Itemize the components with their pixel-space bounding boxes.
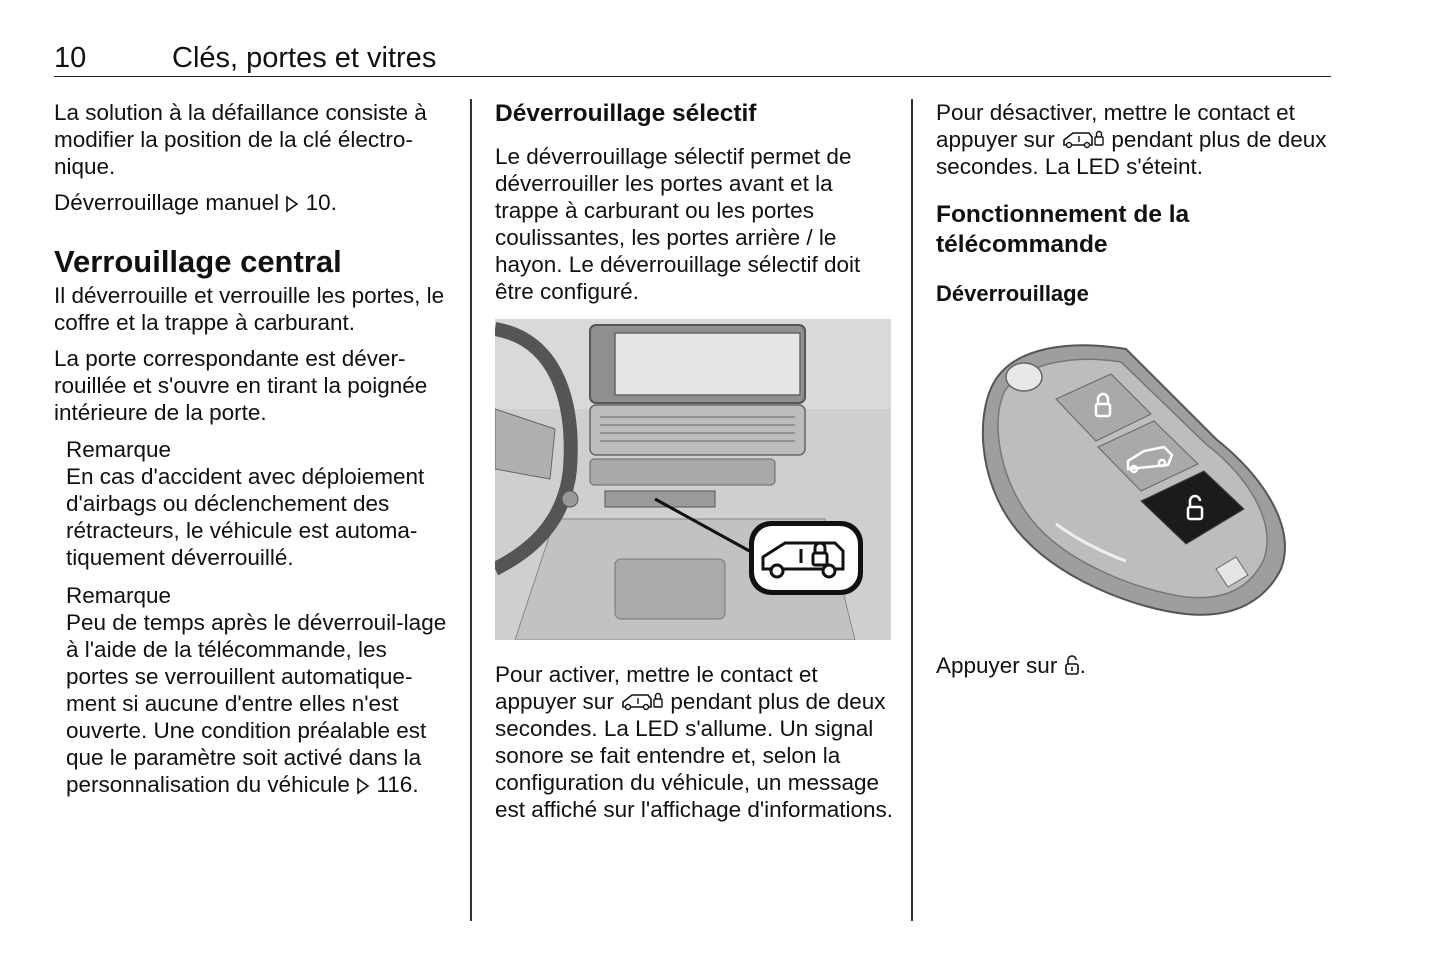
section-heading: Verrouillage central	[54, 244, 342, 279]
note-label: Remarque	[66, 583, 172, 608]
paragraph: La solution à la défaillance consiste à modifier la position de la clé électro-nique.	[54, 100, 427, 179]
column-divider	[470, 99, 472, 921]
paragraph: Le déverrouillage sélectif permet de déverrouiller les portes avant et la trappe à carburant ou les portes coulissantes, les portes arrière / le hayon. Le déverrouillage sélectif doit être configuré.	[495, 144, 861, 304]
page-ref-arrow-icon	[285, 195, 299, 213]
subsection-heading: Déverrouillage	[936, 281, 1089, 306]
note-block	[54, 436, 454, 571]
section-heading: Fonctionnement de la télécommande	[936, 201, 1190, 258]
column-right	[936, 99, 1336, 679]
note-text: En cas d'accident avec déploiement d'airbags ou déclenchement des rétracteurs, le véhicule est automa-tiquement déverrouillé.	[66, 464, 425, 570]
dashboard-illustration	[495, 319, 891, 640]
note-label: Remarque	[66, 437, 172, 462]
section-heading: Déverrouillage sélectif	[495, 100, 757, 127]
note-block	[54, 582, 454, 798]
column-middle	[495, 99, 895, 823]
remote-key-illustration	[936, 329, 1332, 629]
paragraph: Il déverrouille et verrouille les portes, le coffre et la trappe à carburant.	[54, 283, 445, 335]
paragraph: Déverrouillage manuel 10.	[54, 190, 337, 215]
page-ref-arrow-icon	[356, 777, 370, 795]
page-number: 10	[54, 42, 87, 74]
page-header	[54, 40, 1331, 77]
column-left	[54, 99, 454, 798]
van-lock-icon	[620, 690, 664, 712]
column-divider	[911, 99, 913, 921]
paragraph: La porte correspondante est déver-rouillée et s'ouvre en tirant la poignée intérieure de la porte.	[54, 346, 428, 425]
paragraph: Pour activer, mettre le contact et appuyer sur pendant plus de deux secondes. La LED s'allume. Un signal sonore se fait entendre et, selon la configuration du véhicule, un message est affiché sur l'affichage d'informations.	[495, 662, 893, 822]
note-text: Peu de temps après le déverrouil-lage à l'aide de la télécommande, les portes se verrouillent automatique-ment si aucune d'entre elles n'est ouverte. Une condition préalable est que le paramètre soit activé dans la personnalisation du véhicule 116.	[66, 610, 447, 797]
paragraph: Appuyer sur .	[936, 653, 1086, 678]
unlock-icon	[1064, 654, 1080, 676]
van-lock-icon	[1061, 128, 1105, 150]
paragraph: Pour désactiver, mettre le contact et appuyer sur pendant plus de deux secondes. La LED s'éteint.	[936, 100, 1327, 179]
chapter-title: Clés, portes et vitres	[172, 42, 437, 74]
